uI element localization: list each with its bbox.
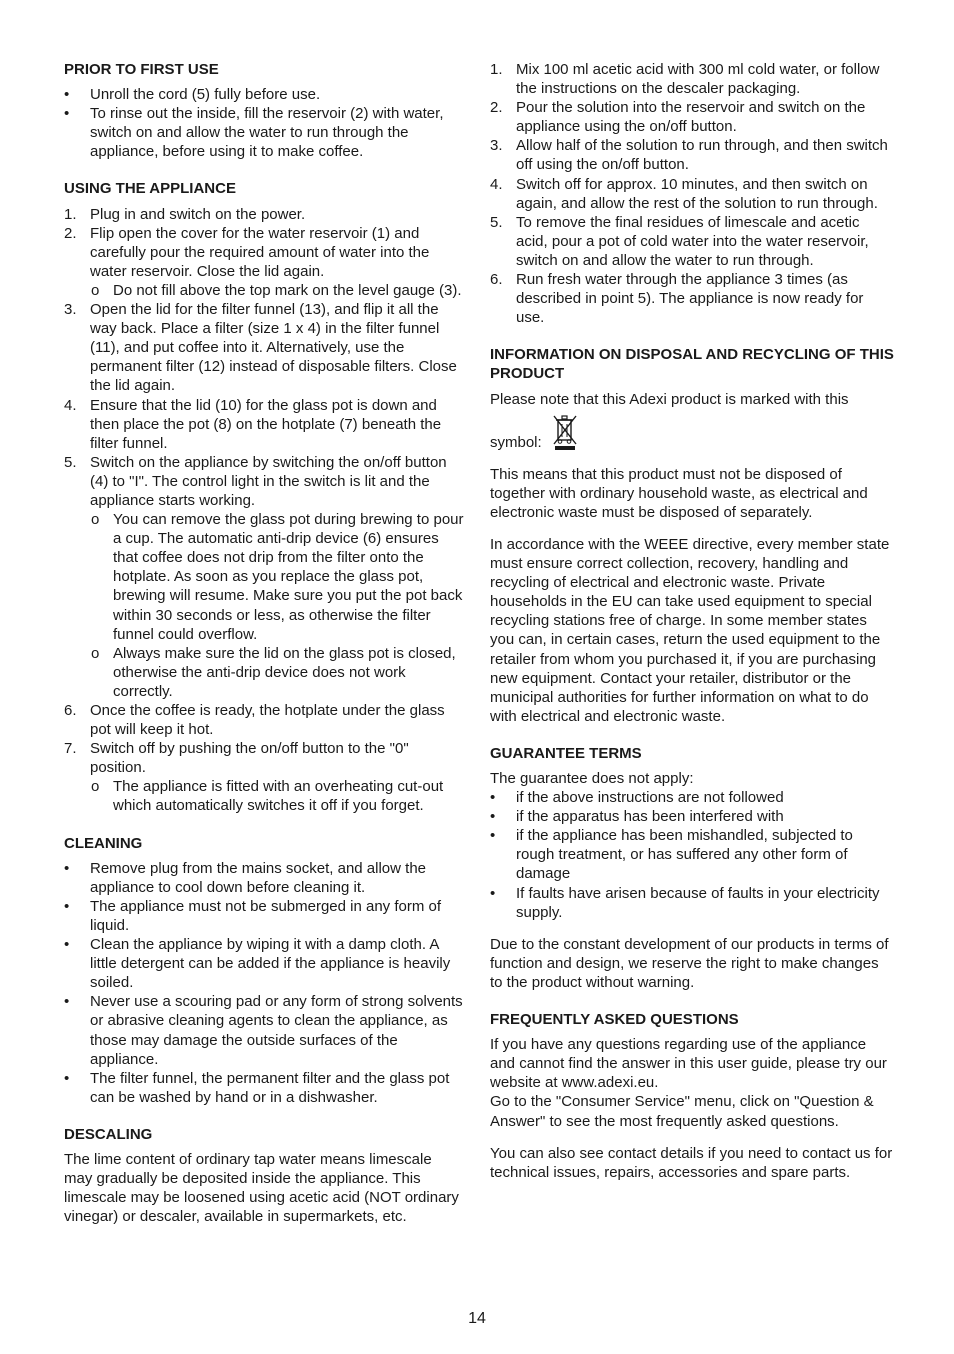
numbered-list-item (490, 270, 895, 327)
disposal-intro: Please note that this Adexi product is marked with this (490, 390, 849, 408)
list-item (64, 992, 464, 1068)
list-item-text: Do not fill above the top mark on the level gauge (3). (113, 281, 462, 299)
faq-paragraph-2: Go to the "Consumer Service" menu, click on "Question & Answer" to see the most frequently asked questions. (490, 1093, 874, 1130)
list-marker: • (490, 808, 496, 826)
list-marker: o (91, 511, 100, 529)
list-item-text: Switch on the appliance by switching the on/off button (4) to "I". The control light in the switch is lit and the appliance starts working. (90, 453, 447, 509)
descaling-heading: DESCALING (64, 1125, 153, 1143)
list-marker: 1. (64, 205, 77, 223)
descaling-steps-section (490, 60, 895, 327)
list-item-text: Once the coffee is ready, the hotplate under the glass pot will keep it hot. (90, 702, 445, 739)
list-item-text: Ensure that the lid (10) for the glass pot is down and then place the pot (8) on the hotplate (7) beneath the filter funnel. (90, 396, 442, 452)
list-item-text: Clean the appliance by wiping it with a damp cloth. A little detergent can be added if the appliance is heavily soiled. (90, 936, 451, 992)
guarantee-list (490, 788, 895, 922)
right-column (490, 60, 895, 1200)
cleaning-list (64, 859, 464, 1107)
list-marker: • (64, 936, 70, 954)
numbered-list-item (490, 136, 895, 174)
list-marker: 7. (64, 740, 77, 758)
list-item (64, 85, 464, 104)
sub-list-item (64, 510, 464, 644)
numbered-list-item (490, 60, 895, 98)
list-item (64, 897, 464, 935)
descaling-steps-list (490, 60, 895, 327)
list-item (490, 788, 895, 807)
list-item (490, 807, 895, 826)
page-number: 14 (468, 1310, 486, 1327)
list-marker: 6. (64, 702, 77, 719)
using-list (64, 205, 464, 816)
list-item-text: Allow half of the solution to run through, and then switch off using the on/off button. (516, 137, 888, 174)
crossed-out-wheelie-bin-icon (552, 413, 578, 451)
list-marker: o (91, 644, 100, 662)
list-item-text: The filter funnel, the permanent filter and the glass pot can be washed by hand or in a dishwasher. (90, 1069, 450, 1106)
list-item (490, 884, 895, 922)
list-item-text: The appliance must not be submerged in any form of liquid. (90, 897, 442, 934)
numbered-list-item (64, 453, 464, 510)
list-marker: • (64, 993, 70, 1011)
faq-heading: FREQUENTLY ASKED QUESTIONS (490, 1011, 739, 1029)
list-marker: 4. (64, 396, 77, 414)
guarantee-outro: Due to the constant development of our products in terms of function and design, we reserve the right to make changes to the product without warning. (490, 935, 889, 991)
numbered-list-item (64, 224, 464, 281)
numbered-list-item (490, 175, 895, 213)
disposal-section (490, 345, 895, 726)
cleaning-heading: CLEANING (64, 834, 143, 852)
using-section (64, 179, 464, 815)
descaling-section (64, 1125, 464, 1226)
prior-heading: PRIOR TO FIRST USE (64, 61, 219, 78)
list-marker: • (64, 86, 70, 104)
list-marker: 1. (490, 61, 503, 78)
list-marker: • (490, 827, 496, 845)
numbered-list-item (490, 98, 895, 136)
list-marker: 2. (64, 224, 77, 242)
list-item-text: Remove plug from the mains socket, and allow the appliance to cool down before cleaning it. (90, 859, 426, 896)
list-item-text: Flip open the cover for the water reservoir (1) and carefully pour the required amount of water into the water reservoir. Close the lid again. (90, 224, 430, 280)
list-item-text: You can remove the glass pot during brewing to pour a cup. The automatic anti-drip device (6) ensures that coffee does not drip from the filter onto the hotplate. As soon as you replace the glass pot, brewing will resume. Make sure you put the pot back within 30 seconds or less, as otherwise the filter funnel could overflow. (113, 511, 464, 643)
list-item-text: Switch off for approx. 10 minutes, and then switch on again, and allow the rest of the solution to run through. (516, 175, 878, 212)
list-marker: • (64, 1069, 70, 1087)
prior-list (64, 85, 464, 161)
list-item (490, 826, 895, 883)
guarantee-intro: The guarantee does not apply: (490, 770, 694, 787)
list-item-text: To remove the final residues of limescale and acetic acid, pour a pot of cold water into the water reservoir, switch on and allow the water to run through. (516, 213, 869, 269)
list-marker: • (64, 105, 70, 123)
numbered-list-item (64, 300, 464, 395)
list-marker: 2. (490, 99, 503, 117)
disposal-paragraph-1: This means that this product must not be disposed of together with ordinary household waste, as electrical and electronic waste must be disposed of separately. (490, 465, 868, 521)
guarantee-section (490, 744, 895, 992)
list-item-text: Pour the solution into the reservoir and switch on the appliance using the on/off button. (516, 99, 866, 136)
list-item-text: Never use a scouring pad or any form of strong solvents or abrasive cleaning agents to clean the appliance, as those may damage the outside surfaces of the appliance. (90, 993, 463, 1068)
list-marker: o (91, 778, 100, 796)
list-item-text: If faults have arisen because of faults in your electricity supply. (516, 884, 880, 921)
sub-list-item (64, 644, 464, 701)
sub-list-item (64, 281, 464, 300)
list-item-text: Open the lid for the filter funnel (13), and flip it all the way back. Place a filter (size 1 x 4) in the filter funnel (11), and put coffee into it. Alternatively, use the permanent filter (12) instead of disposable filters. Close the lid again. (90, 301, 457, 395)
list-marker: 4. (490, 175, 503, 193)
list-item-text: if the above instructions are not followed (516, 789, 784, 807)
list-item-text: The appliance is fitted with an overheating cut-out which automatically switches it off if you forget. (113, 778, 444, 815)
list-marker: • (64, 897, 70, 915)
list-item (64, 104, 464, 161)
faq-paragraph-1: If you have any questions regarding use of the appliance and cannot find the answer in this user guide, please try our website at www.adexi.eu. (490, 1036, 887, 1092)
faq-section (490, 1010, 895, 1182)
list-item (64, 859, 464, 897)
list-item-text: Always make sure the lid on the glass pot is closed, otherwise the anti-drip device does not work correctly. (113, 644, 456, 700)
prior-section (64, 60, 464, 161)
sub-list-item (64, 777, 464, 815)
numbered-list-item (64, 205, 464, 224)
left-column (64, 60, 464, 1244)
guarantee-heading: GUARANTEE TERMS (490, 744, 642, 762)
list-marker: • (490, 789, 496, 807)
list-marker: 5. (490, 213, 503, 231)
numbered-list-item (64, 701, 464, 739)
numbered-list-item (490, 213, 895, 270)
disposal-heading: INFORMATION ON DISPOSAL AND RECYCLING OF THIS PRODUCT (490, 346, 894, 383)
list-item (64, 1069, 464, 1107)
list-marker: 5. (64, 453, 77, 471)
list-item-text: To rinse out the inside, fill the reservoir (2) with water, switch on and allow the water to run through the appliance, before using it to make coffee. (90, 105, 444, 161)
list-item-text: Switch off by pushing the on/off button to the "0" position. (90, 740, 409, 777)
list-marker: • (490, 884, 496, 902)
list-marker: • (64, 859, 70, 877)
list-item (64, 935, 464, 992)
list-item-text: Run fresh water through the appliance 3 times (as described in point 5). The appliance is now ready for use. (516, 271, 864, 327)
list-marker: 3. (64, 301, 77, 319)
using-heading: USING THE APPLIANCE (64, 180, 236, 198)
disposal-paragraph-2: In accordance with the WEEE directive, every member state must ensure correct collection, recovery, handling and recycling of electrical and electronic waste. Private households in the EU can take used equipment to special recycling stations free of charge. In some member states you can, in certain cases, return the used equipment to the retailer from whom you purchased it, if you are purchasing new equipment. Contact your retailer, distributor or the municipal authorities for further information on what to do with electrical and electronic waste. (490, 535, 890, 725)
list-item-text: Mix 100 ml acetic acid with 300 ml cold water, or follow the instructions on the descaler packaging. (516, 61, 880, 98)
numbered-list-item (64, 396, 464, 453)
disposal-symbol-line (490, 413, 895, 452)
list-marker: o (91, 281, 100, 299)
symbol-label: symbol: (490, 433, 542, 451)
numbered-list-item (64, 739, 464, 777)
faq-paragraph-3: You can also see contact details if you need to contact us for technical issues, repairs, accessories and spare parts. (490, 1144, 893, 1181)
list-marker: 3. (490, 137, 503, 155)
list-item-text: Unroll the cord (5) fully before use. (90, 86, 321, 104)
list-item-text: if the apparatus has been interfered with (516, 808, 784, 826)
list-item-text: if the appliance has been mishandled, subjected to rough treatment, or has suffered any other form of damage (516, 827, 853, 883)
list-item-text: Plug in and switch on the power. (90, 205, 306, 223)
cleaning-section (64, 834, 464, 1107)
descaling-text: The lime content of ordinary tap water means limescale may gradually be deposited inside the appliance. This limescale may be loosened using acetic acid (NOT ordinary vinegar) or descaler, available in supermarkets, etc. (64, 1150, 459, 1226)
list-marker: 6. (490, 271, 503, 289)
